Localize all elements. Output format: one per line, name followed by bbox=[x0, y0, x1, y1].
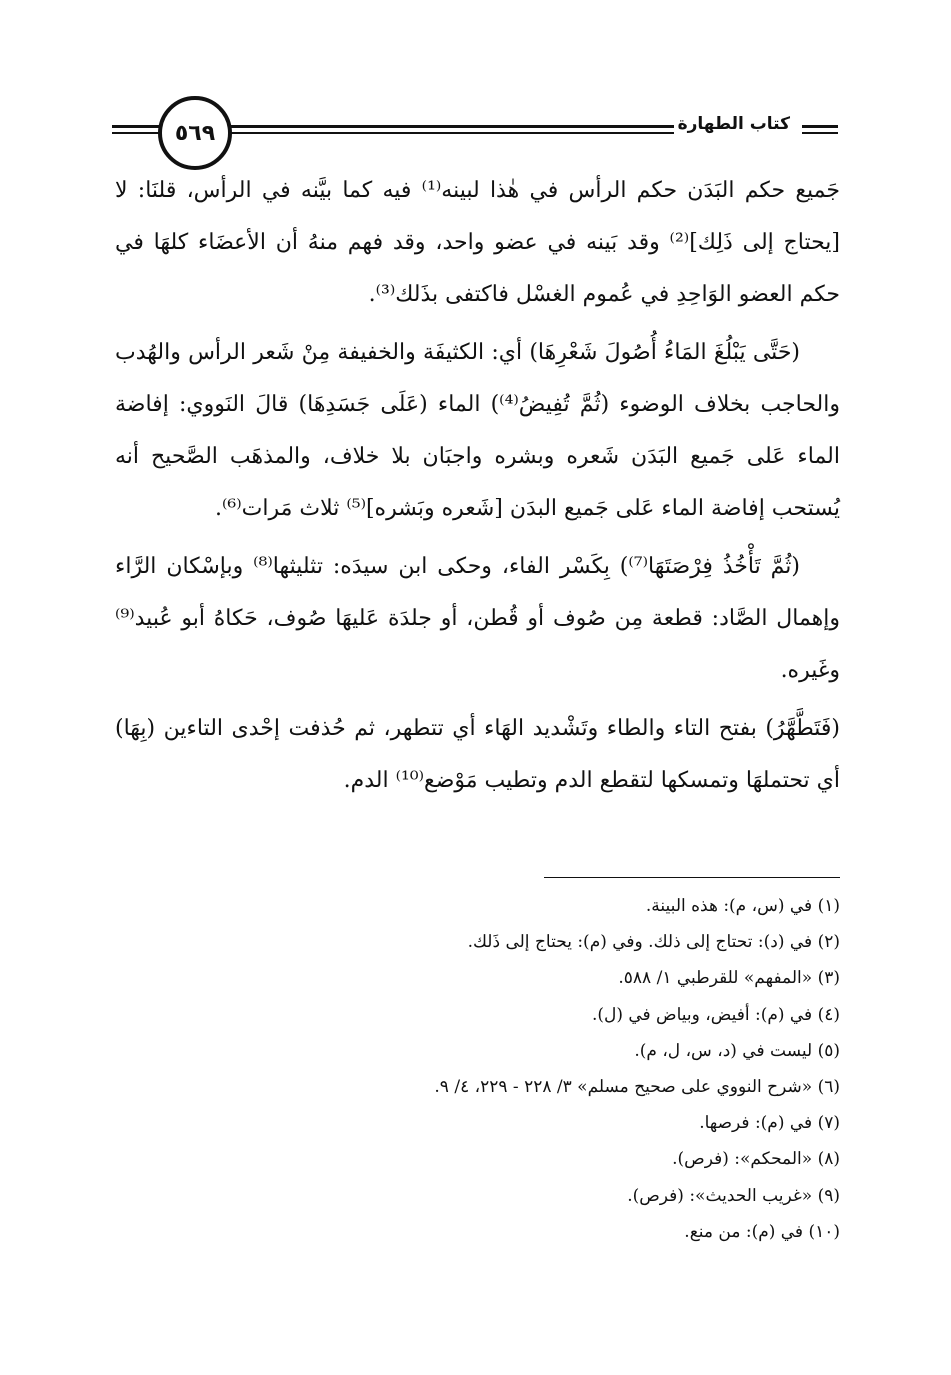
footnote: (٢) في (د): تحتاج إلى ذلك. وفي (م): يحتاج إلى ذَلك. bbox=[467, 932, 840, 953]
paragraph: (حَتَّى يَبْلُغَ المَاءُ أُصُولَ شَعْرِهَا) أي: الكثيفَة والخفيفة مِنْ شَعر الرأس والهُدب والحاجب بخلاف الوضوء (ثُمَّ تُفِيضُ⁽⁴⁾) الماء (عَلَى جَسَدِهَا) قالَ النَووي: إفاضة الماء عَلى جَميع البَدَن شَعره وبشره واجبَان بلا خلاف، والمذهَب الصَّحيح أنه يُستحب إفاضة الماء عَلى جَميع البدَن [شَعره وبَشره]⁽⁵⁾ ثلاث مَرات⁽⁶⁾. bbox=[115, 340, 840, 521]
header-rule bbox=[222, 132, 677, 134]
paragraph: (ثُمَّ تَأْخُذُ فِرْصَتَهَا⁽⁷⁾) بِكَسْر الفاء، وحكى ابن سيدَه: تثليثها⁽⁸⁾ وبإسْكان الرَّاء وإهمال الصَّاد: قطعة مِن صُوف أو قُطن، أو جلدَة عَليهَا صُوف، حَكاهُ أبو عُبيد⁽⁹⁾ وغَيره. bbox=[115, 554, 840, 683]
footnote-separator bbox=[544, 877, 840, 878]
main-text bbox=[115, 165, 840, 813]
page-number: ٥٦٩ bbox=[158, 96, 232, 170]
footnote: (١٠) في (م): من منع. bbox=[684, 1221, 840, 1242]
header-rule bbox=[112, 132, 164, 134]
footnote: (٤) في (م): أفيض، وبياض في (ل). bbox=[591, 1004, 840, 1025]
header-rule bbox=[112, 125, 164, 128]
footnote: (٦) «شرح النووي على صحيح مسلم» ٣/ ٢٢٨ - ٢٢٩، ٤/ ٩. bbox=[434, 1077, 840, 1098]
footnote: (٣) «المفهم» للقرطبي ١/ ٥٨٨. bbox=[618, 968, 840, 989]
page-header bbox=[112, 92, 838, 170]
footnotes bbox=[115, 888, 840, 1250]
paragraph: (فَتَطَّهَّرُ) بفتح التاء والطاء وتَشْديد الهَاء أي تتطهر، ثم حُذفت إحْدى التاءين (بِهَا) أي تحتملهَا وتمسكها لتقطع الدم وتطيب مَوْضع⁽¹⁰⁾ الدم. bbox=[115, 716, 840, 793]
header-rule bbox=[222, 125, 677, 128]
book-title: كتاب الطهارة bbox=[674, 114, 794, 134]
header-rule bbox=[802, 125, 838, 128]
footnote: (١) في (س، م): هذه البينة. bbox=[645, 896, 840, 916]
footnote: (٥) ليست في (د، س، ل، م). bbox=[634, 1040, 840, 1061]
paragraph: جَميع حكم البَدَن حكم الرأس في هٰذا لبينه⁽¹⁾ فيه كما بيَّنه في الرأس، قلنَا: لا [يحتاج إلى ذَلِك]⁽²⁾ وقد بَينه في عضو واحد، وقد فهم منهُ أن الأعضَاء كلهَا في حكم العضو الوَاحِدِ في عُموم الغسْل فاكتفى بذَلك⁽³⁾. bbox=[115, 178, 840, 307]
footnote: (٨) «المحكم»: (فرص). bbox=[672, 1149, 840, 1170]
header-rule bbox=[802, 132, 838, 134]
footnote: (٧) في (م): فرصها. bbox=[699, 1113, 840, 1134]
footnote: (٩) «غريب الحديث»: (فرص). bbox=[627, 1185, 840, 1206]
